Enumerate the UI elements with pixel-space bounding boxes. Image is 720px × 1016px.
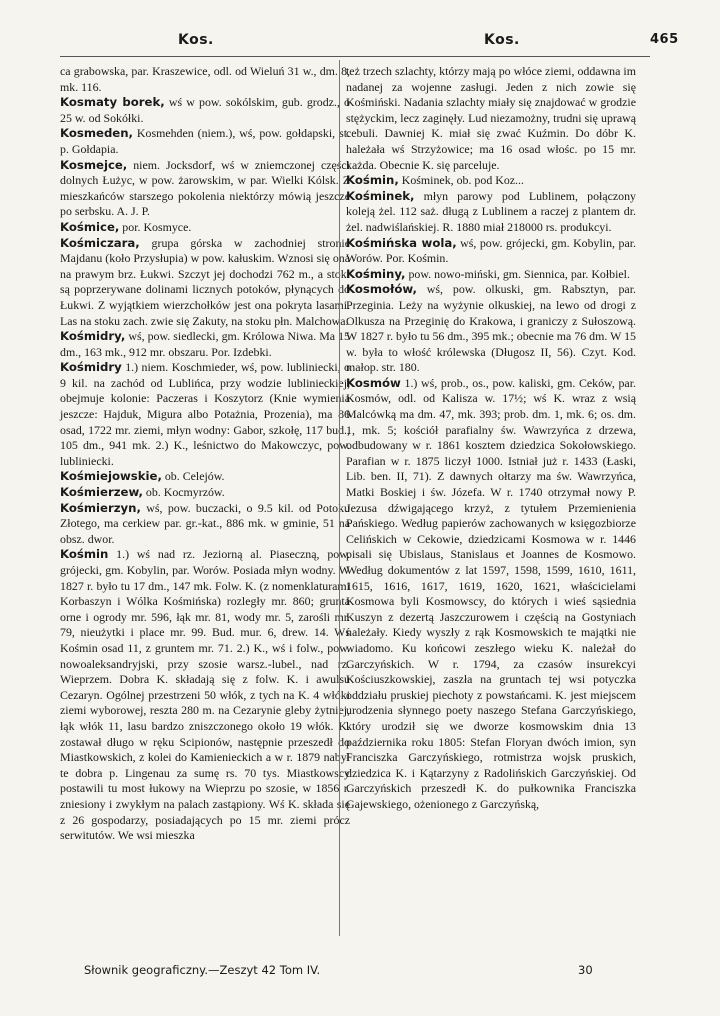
right-column — [346, 64, 636, 813]
entry-text: wś, pow. olkuski, gm. Rabsztyn, par. Przeginia. Leży na wyżynie olkuskiej, na lewo od drogi z Olkusza na Przeginię do Krakowa, i graniczy z Sułoszową. W 1827 r. było tu 56 dm., 395 mk.; obecnie ma 76 dm. W 15 w. była to włość królewska (Długosz II, 56). Czyt. Kod. małop. str. 180. — [346, 282, 636, 375]
dictionary-entry — [346, 189, 636, 236]
entry-text: ob. Kocmyrzów. — [142, 485, 225, 500]
dictionary-entry — [346, 64, 636, 173]
dictionary-entry — [60, 469, 350, 485]
entry-text: wś, pow. buczacki, o 9.5 kil. od Potoku Złotego, ma cerkiew par. gr.-kat., 886 mk. w gminie, 51 na obsz. dwor. — [60, 500, 350, 546]
dictionary-entry — [346, 173, 636, 189]
entry-headword: Kosmejce, — [60, 157, 128, 172]
header-rule — [60, 56, 650, 57]
entry-headword: Kośmin, — [346, 173, 399, 188]
entry-text: por. Kosmyce. — [119, 219, 192, 234]
entry-text: młyn parowy pod Lublinem, połączony koleją żel. 112 saż. długą z Lublinem a raczej z plantem dr. żel. nadwiślańskiej. R. 1880 miał 218000 rs. produkcyi. — [346, 188, 636, 234]
entry-text: pow. nowo-miński, gm. Siennica, par. Kołbiel. — [405, 266, 630, 281]
footer-imprint: Słownik geograficzny.—Zeszyt 42 Tom IV. — [84, 963, 321, 977]
dictionary-entry — [60, 126, 350, 157]
dictionary-entry — [60, 236, 350, 330]
entry-headword: Kośmierzyn, — [60, 500, 141, 515]
entry-headword: Kosmołów, — [346, 282, 417, 297]
entry-text: wś w pow. sokólskim, gub. grodz., o 25 w. od Sokółki. — [60, 95, 350, 125]
entry-headword: Kośmiczara, — [60, 235, 140, 250]
dictionary-entry — [60, 95, 350, 126]
entry-headword: Kosmów — [346, 375, 401, 390]
entry-headword: Kośmińska wola, — [346, 235, 457, 250]
dictionary-entry — [60, 485, 350, 501]
entry-headword: Kośminek, — [346, 188, 415, 203]
entry-text: ca grabowska, par. Kraszewice, odl. od Wieluń 31 w., dm. 8, mk. 116. — [60, 64, 350, 94]
entry-text: 1.) wś, prob., os., pow. kaliski, gm. Ceków, par. Kosmów, odl. od Kalisza w. 17½; wś K. wraz z wsią Malcówką ma dm. 47, mk. 393; prob. dm. 1, mk. 6; os. dm. 1, mk. 5; kościół parafialny św. Wawrzyńca z drzewa, odbudowany w r. 1861 kosztem dziedzica Sokołowskiego. Parafian w r. 1875 liczył 1000. Istniał już r. 1433 (Łaski, Lib. ben. II, 71). Z dawnych ołtarzy ma św. Wawrzyńca, Matki Boskiej i św. Józefa. W r. 1740 otrzymał nowy P. Jezusa dźwigającego krzyż, z tytułem Przemienienia Pańskiego. Według papierów zachowanych w księgozbiorze Celińskich w Cekowie, dziedzicami Kosmowa w r. 1446 pisali się Ubislaus, Stanislaus et Joannes de Kosmowo. Według dokumentów z lat 1597, 1598, 1599, 1610, 1611, 1615, 1616, 1617, 1619, 1620, 1621, właścicielami Kosmowa byli Kosmowscy, do których i wieś sąsiednia Kuszyn z dezertą Jaszczurowem i częścią na Gostyniach należały. Kiedy wyszły z rąk Kosmowskich te majątki nie wiadomo. Ku końcowi zeszłego wieku K. należał do Garczyńskich. W r. 1794, za czasów insurekcyi Kościuszkowskiej, zaszła na gruntach tej wsi potyczka oddziału pruskiej piechoty z powstańcami. K. jest miejscem urodzenia słynnego poety naszego Stefana Garczyńskiego, który urodził się we dworze kosmowskim dnia 13 października roku 1805: Stefan Floryan dwóch imion, syn Franciszka Garczyńskiego, rotmistrza wojsk pruskich, dziedzica K. i Kątarzyny z Radolińskich Garczyńskiej. Od Garczyńskich przeszedł K. do pułkownika Franciszka Gajewskiego, ożenionego z Garczyńską, — [346, 375, 636, 811]
column-divider — [339, 60, 340, 936]
dictionary-entry — [60, 501, 350, 548]
running-head-right: Kos. — [484, 32, 520, 48]
entry-text: 1.) wś nad rz. Jeziorną al. Piaseczną, pow. grójecki, gm. Kobylin, par. Worów. Posiada młyn wodny. W 1827 r. było tu 17 dm., 147 mk. Folw. K. (z nomenklaturami Korbaszyn i Wólka Kośmińska) rozległy mr. 860; grunta orne i ogrody mr. 596, łąk mr. 81, wody mr. 5, zarośli mr. 79, nieużytki i place mr. 99. Bud. mur. 6, drew. 14. Wś Kośmin osad 11, z gruntem mr. 71. 2.) K., wś i folw., pow. nowoaleksandryjski, przy szosie warsz.-lubel., nad rz. Wieprzem. Dobra K. składają się z folw. K. i awulsu Cezaryn. Ogólnej przestrzeni 50 włók, z tych na K. 4 włóki ziemi wyborowej, reszta 280 m. na Cezarynie gleby żytniej, łąk włók 11, lasu bardzo zniszczonego około 19 włók. K. zostawał długo w ręku Scipionów, następnie przeszedł do Miastkowskich, z kolei do Kamienieckich a w r. 1879 nabył te dobra p. Lingenau za sumę rs. 70 tys. Miastkowscy postawili tu most łukowy na Wieprzu po szosie, w 1856 r. zniesiony i zwykłym na palach zastąpiony. Wś K. składa się z 26 gospodarzy, posiadających po 15 mr. ziemi prócz serwitutów. We wsi mieszka — [60, 547, 350, 843]
entry-text: też trzech szlachty, którzy mają po włóce ziemi, oddawna im nadanej za wojenne zasługi. Jeden z nich zowie się Kośmiński. Nadania szlachty miały się znajdować w grodzie stężyckim, lecz zaginęły. Lud niezamożny, trudni się uprawą cebuli. Dawniej K. miał się zwać Kuźmin. Do dóbr K. hależała wś Strzyżowice; ma 16 osad włośc. po 15 mr. każda. Obecnie K. się parceluje. — [346, 64, 636, 172]
dictionary-entry — [346, 376, 636, 813]
entry-text: Kosmehden (niem.), wś, pow. gołdapski, st. p. Gołdapia. — [60, 126, 350, 156]
dictionary-entry — [346, 267, 636, 283]
entry-text: 1.) niem. Koschmieder, wś, pow. lubliniecki, o 9 kil. na zachód od Lublińca, przy wodzie lublinieckiej, obejmuje kolonie: Paczeras i Koszytorz (Knie wymienia jeszcze: Hajduk, Migura albo Potażnia, Prozenia), ma 86 osad, 1722 mr. ziemi, młyn wodny: Gabor, szkołę, 117 bud., 105 dm., 941 mk. 2.) K., leśnictwo do Makowczyc, pow. lubliniecki. — [60, 360, 350, 468]
entry-headword: Kośmierzew, — [60, 485, 143, 500]
page-number: 465 — [650, 32, 679, 47]
entry-text: ob. Celejów. — [161, 469, 225, 484]
running-head-left: Kos. — [178, 32, 214, 48]
entry-headword: Kośmice, — [60, 219, 120, 234]
entry-headword: Kosmaty borek, — [60, 95, 165, 110]
dictionary-entry — [346, 282, 636, 376]
entry-text: wś, pow. grójecki, gm. Kobylin, par. Worów. Por. Kośmin. — [346, 235, 637, 266]
left-column — [60, 64, 350, 844]
dictionary-entry — [60, 329, 350, 360]
entry-headword: Kosmeden, — [60, 126, 133, 141]
dictionary-entry — [346, 236, 636, 267]
entry-headword: Kośmidry — [60, 360, 122, 375]
dictionary-entry — [60, 360, 350, 469]
footer-signature: 30 — [578, 963, 593, 977]
entry-text: niem. Jocksdorf, wś w zniemczonej części dolnych Łużyc, w pow. żarowskim, w par. Wielki Kólsk. Z mieszkańców starszego pokolenia niektórzy mówią jeszcze po serbsku. A. J. P. — [60, 157, 350, 219]
entry-headword: Kośmiejowskie, — [60, 469, 162, 484]
dictionary-entry — [60, 220, 350, 236]
dictionary-entry — [60, 64, 350, 95]
dictionary-entry — [60, 158, 350, 220]
entry-headword: Kośmin — [60, 547, 109, 562]
dictionary-entry — [60, 547, 350, 843]
entry-text: wś, pow. siedlecki, gm. Królowa Niwa. Ma 15 dm., 163 mk., 912 mr. obszaru. Por. Izdebki. — [60, 329, 350, 359]
entry-text: grupa górska w zachodniej stronie Majdanu (koło Przysłupia) w pow. kałuskim. Wznosi się ona na prawym brz. Łukwi. Szczyt jej dochodzi 762 m., a stoki są poprzerywane dolinami licznych potoków, płynących do Łukwi. Z wyjątkiem wierzchołków jest ona pokryta lasami. Las na stoku zach. zwie się Zakuty, na stoku płn. Malchowa. — [60, 235, 350, 328]
entry-headword: Kośminy, — [346, 266, 406, 281]
entry-headword: Kośmidry, — [60, 329, 126, 344]
entry-text: Kośminek, ob. pod Koz... — [398, 173, 524, 188]
